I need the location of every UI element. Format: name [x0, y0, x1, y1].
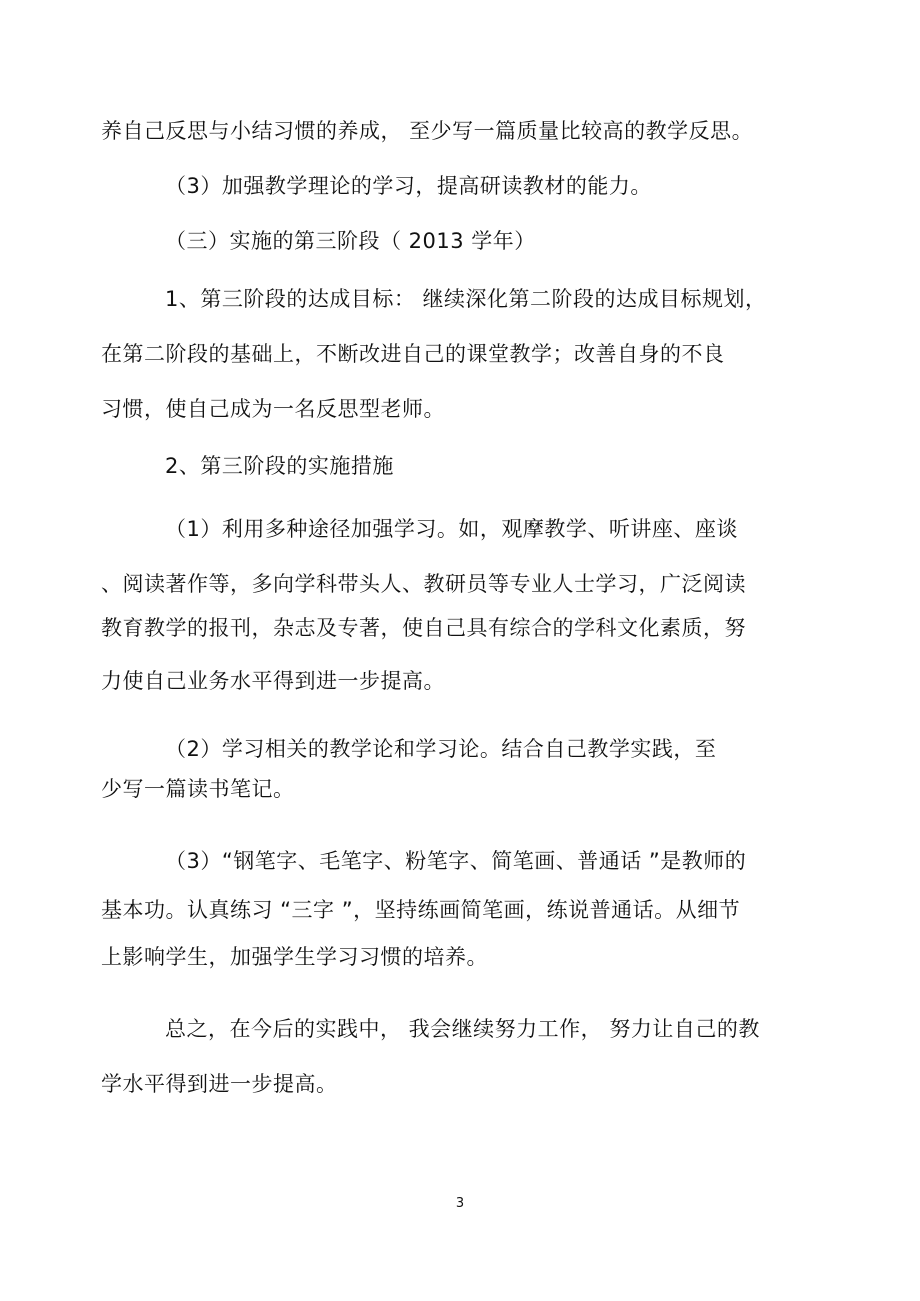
text-line: 、阅读著作等，多向学科带头人、教研员等专业人士学习，广泛阅读	[101, 572, 746, 596]
text-line: 教育教学的报刊，杂志及专著，使自己具有综合的学科文化素质，努	[101, 616, 746, 640]
text-line: 养自己反思与小结习惯的养成， 至少写一篇质量比较高的教学反思。	[101, 119, 754, 143]
text-line: 习惯，使自己成为一名反思型老师。	[101, 397, 445, 421]
text-line: （2）学习相关的教学论和学习论。结合自己教学实践，至	[165, 737, 717, 761]
text-line: 基本功。认真练习 “三字 ”，坚持练画简笔画，练说普通话。从细节	[101, 898, 741, 922]
text-line: 少写一篇读书笔记。	[101, 777, 295, 801]
text-line: （三）实施的第三阶段（ 2013 学年）	[165, 229, 536, 253]
text-line: （1）利用多种途径加强学习。如，观摩教学、听讲座、座谈	[165, 517, 738, 541]
page-number: 3	[455, 1196, 465, 1211]
text-line: （3）“钢笔字、毛笔字、粉笔字、简笔画、普通话 ”是教师的	[165, 849, 747, 873]
text-line: 力使自己业务水平得到进一步提高。	[101, 669, 445, 693]
text-line: 总之，在今后的实践中， 我会继续努力工作， 努力让自己的教	[165, 1017, 760, 1041]
text-line: 上影响学生，加强学生学习习惯的培养。	[101, 945, 488, 969]
text-line: （3）加强教学理论的学习，提高研读教材的能力。	[165, 174, 652, 198]
text-line: 2、第三阶段的实施措施	[165, 454, 394, 478]
text-line: 学水平得到进一步提高。	[101, 1072, 338, 1096]
text-line: 在第二阶段的基础上，不断改进自己的课堂教学；改善自身的不良	[101, 342, 725, 366]
text-line: 1、第三阶段的达成目标： 继续深化第二阶段的达成目标规划，	[165, 287, 767, 311]
